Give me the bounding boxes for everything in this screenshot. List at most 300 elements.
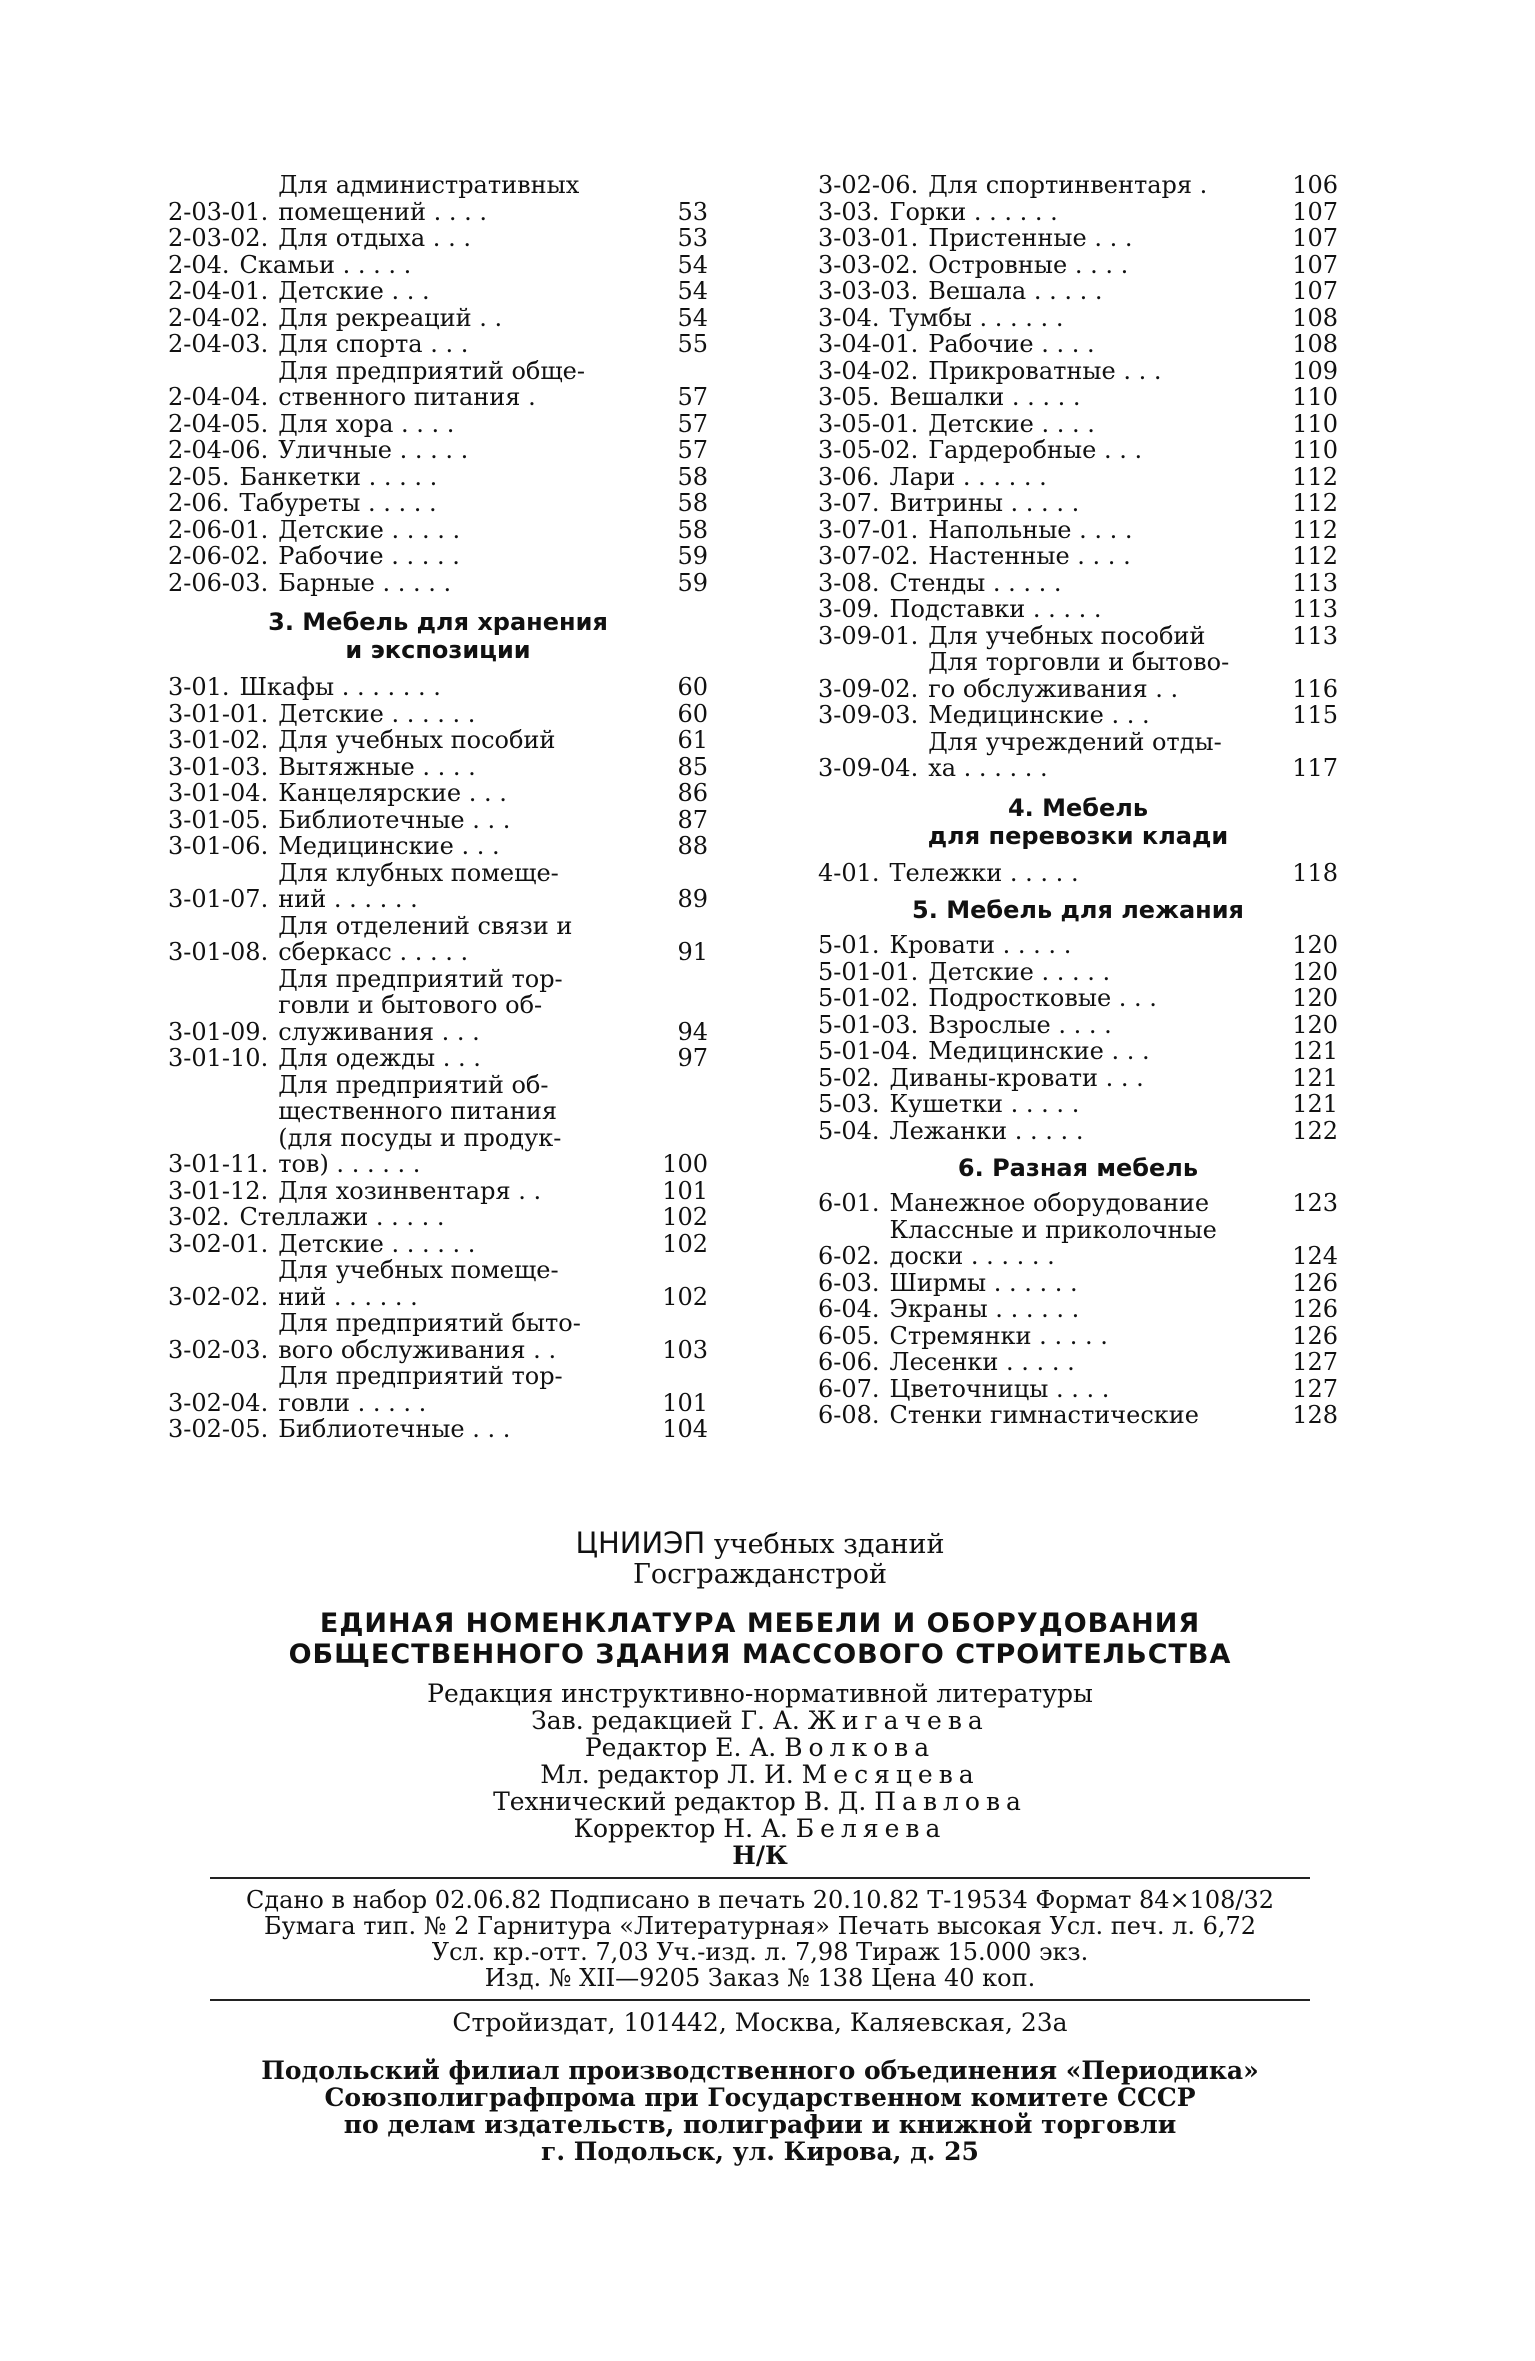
toc-entry-page: 120 <box>1292 931 1338 959</box>
toc-entry-code: 3-01-02. <box>168 726 269 754</box>
toc-entry-code: 3-01-10. <box>168 1044 269 1072</box>
toc-entry-page: 59 <box>677 542 708 570</box>
toc-entry-title: Для одежды . . . <box>278 1044 481 1072</box>
toc-entry-page: 113 <box>1292 568 1338 597</box>
toc-entry-code: 3-04-02. <box>818 356 919 385</box>
toc-entry-page: 102 <box>662 1229 708 1258</box>
toc-entry-title: Для административных помещений . . . . <box>278 171 580 226</box>
toc-entry <box>818 1091 1338 1118</box>
toc-entry <box>818 1349 1338 1376</box>
toc-entry <box>818 358 1338 385</box>
toc-entry-title: Рабочие . . . . <box>928 330 1095 358</box>
toc-entry-title: Для предприятий тор- говли . . . . . <box>278 1362 563 1417</box>
toc-entry-title: Цветочницы . . . . <box>889 1374 1110 1403</box>
org-abbr: ЦНИИЭП <box>575 1526 706 1560</box>
toc-entry-code: 3-04. <box>818 303 880 332</box>
spec-line: Бумага тип. № 2 Гарнитура «Литературная» Печать высокая Усл. печ. л. 6,72 <box>263 1912 1257 1940</box>
toc-entry-title: Детские . . . . . <box>278 515 461 544</box>
toc-entry-code: 5-01-01. <box>818 957 919 986</box>
toc-entry-page: 54 <box>677 277 708 305</box>
toc-entry-title: Для рекреаций . . <box>278 303 503 332</box>
toc-entry-page: 123 <box>1292 1189 1338 1217</box>
toc-entry-code: 3-05. <box>818 383 880 411</box>
toc-entry-title: Диваны-кровати . . . <box>889 1063 1144 1092</box>
toc-entry <box>168 966 708 1046</box>
toc-entry <box>818 1038 1338 1065</box>
toc-entry-code: 2-04-06. <box>168 436 269 464</box>
toc-entry-page: 117 <box>1292 754 1338 782</box>
toc-entry-page: 113 <box>1292 621 1338 650</box>
toc-right-column <box>818 172 1338 1429</box>
toc-entry-title: Стремянки . . . . . <box>889 1321 1108 1350</box>
toc-entry-page: 121 <box>1292 1037 1338 1065</box>
staff-line: Зав. редакцией Г. А. Жигачева <box>531 1706 989 1735</box>
toc-entry-title: Медицинские . . . <box>928 701 1150 729</box>
toc-entry-page: 108 <box>1292 303 1338 332</box>
toc-entry-code: 2-04-05. <box>168 409 269 438</box>
toc-entry <box>818 199 1338 226</box>
toc-entry-code: 3-02-06. <box>818 171 919 199</box>
toc-entry-title: Шкафы . . . . . . . <box>239 673 441 701</box>
toc-entry-title: Подставки . . . . . <box>889 595 1102 623</box>
toc-entry-title: Тумбы . . . . . . <box>889 303 1064 332</box>
toc-entry <box>818 543 1338 570</box>
toc-entry-page: 100 <box>662 1150 708 1178</box>
toc-entry-page: 103 <box>662 1335 708 1364</box>
toc-entry-title: Для отдыха . . . <box>278 224 471 252</box>
toc-entry-title: Для учебных помеще- ний . . . . . . <box>278 1256 559 1311</box>
toc-entry-code: 2-04-04. <box>168 383 269 411</box>
toc-entry-title: Библиотечные . . . <box>278 805 511 834</box>
toc-entry-code: 3-01-05. <box>168 805 269 834</box>
toc-entry-title: Детские . . . . . . <box>278 1229 476 1258</box>
toc-entry-title: Для клубных помеще- ний . . . . . . <box>278 858 559 913</box>
printer-line: г. Подольск, ул. Кирова, д. 25 <box>541 2137 979 2166</box>
toc-entry <box>818 1402 1338 1429</box>
toc-entry-title: Библиотечные . . . <box>278 1415 511 1443</box>
toc-entry-page: 128 <box>1292 1401 1338 1429</box>
toc-entry-page: 126 <box>1292 1321 1338 1350</box>
section-heading: 6. Разная мебель <box>957 1154 1199 1182</box>
toc-entry-page: 88 <box>677 832 708 860</box>
spec-line: Изд. № XII—9205 Заказ № 138 Цена 40 коп. <box>484 1964 1036 1992</box>
toc-entry <box>818 1323 1338 1350</box>
toc-entry-code: 3-07. <box>818 489 880 517</box>
toc-entry <box>168 1363 708 1416</box>
toc-entry <box>168 1178 708 1205</box>
section-heading: 4. Мебель для перевозки клади <box>927 793 1229 850</box>
toc-entry-title: Для торговли и бытово- го обслуживания . . <box>928 648 1230 703</box>
toc-entry-code: 6-08. <box>818 1401 880 1429</box>
book-title-line-2: ОБЩЕСТВЕННОГО ЗДАНИЯ МАССОВОГО СТРОИТЕЛЬСТВА <box>288 1639 1232 1670</box>
toc-entry-page: 121 <box>1292 1063 1338 1092</box>
toc-entry-page: 107 <box>1292 224 1338 252</box>
toc-entry-title: Скамьи . . . . . <box>239 250 412 279</box>
toc-entry-title: Экраны . . . . . . <box>889 1295 1080 1323</box>
toc-entry-title: Рабочие . . . . . <box>278 542 460 570</box>
toc-entry-code: 3-03-03. <box>818 277 919 305</box>
toc-entry-code: 3-01-07. <box>168 885 269 913</box>
toc-entry-code: 2-04. <box>168 250 230 279</box>
toc-entry-page: 110 <box>1292 409 1338 438</box>
toc-entry-page: 120 <box>1292 1010 1338 1039</box>
toc-entry-code: 6-03. <box>818 1268 880 1297</box>
toc-entry <box>168 570 708 597</box>
toc-entry-code: 5-03. <box>818 1090 880 1118</box>
toc-entry-code: 3-02-04. <box>168 1388 269 1417</box>
toc-entry-code: 5-01-03. <box>818 1010 919 1039</box>
staff-line: Мл. редактор Л. И. Месяцева <box>540 1760 980 1789</box>
toc-entry-title: Вытяжные . . . . <box>278 752 476 781</box>
toc-entry-title: Витрины . . . . . <box>889 489 1080 517</box>
toc-entry-title: Взрослые . . . . <box>928 1010 1112 1039</box>
toc-entry-code: 2-04-01. <box>168 277 269 305</box>
toc-entry <box>818 860 1338 887</box>
org-name <box>150 1528 1370 1560</box>
toc-entry-page: 124 <box>1292 1242 1338 1270</box>
toc-entry-title: Тележки . . . . . <box>889 858 1079 887</box>
toc-entry <box>818 225 1338 252</box>
toc-entry <box>168 358 708 411</box>
toc-entry <box>168 1231 708 1258</box>
toc-entry <box>168 1257 708 1310</box>
staff-line: Корректор Н. А. Беляева <box>573 1814 947 1843</box>
toc-entry <box>168 225 708 252</box>
toc-entry-title: Детские . . . . <box>928 409 1095 438</box>
toc-entry <box>168 807 708 834</box>
toc-entry-title: Островные . . . . <box>928 250 1129 279</box>
toc-entry-page: 104 <box>662 1415 708 1443</box>
toc-entry-title: Вешала . . . . . <box>928 277 1103 305</box>
toc-entry-page: 57 <box>677 383 708 411</box>
toc-entry-page: 57 <box>677 436 708 464</box>
toc-entry-title: Ширмы . . . . . . <box>889 1268 1078 1297</box>
toc-entry <box>168 172 708 225</box>
toc-entry-page: 58 <box>677 462 708 491</box>
toc-entry-page: 112 <box>1292 489 1338 517</box>
toc-entry-page: 127 <box>1292 1348 1338 1376</box>
toc-entry <box>168 543 708 570</box>
printer-info <box>150 2057 1370 2165</box>
toc-entry-page: 118 <box>1292 858 1338 887</box>
staff-line: Редактор Е. А. Волкова <box>584 1733 936 1762</box>
toc-entry-code: 5-01. <box>818 931 880 959</box>
toc-entry <box>168 754 708 781</box>
toc-entry-title: Для отделений связи и сберкасс . . . . . <box>278 911 573 966</box>
toc-entry <box>168 411 708 438</box>
toc-entry-page: 112 <box>1292 515 1338 544</box>
toc-entry <box>168 305 708 332</box>
toc-entry-page: 91 <box>677 938 708 966</box>
toc-entry-page: 85 <box>677 752 708 781</box>
staff-line: Редакция инструктивно-нормативной литературы <box>427 1679 1093 1708</box>
toc-entry-code: 3-08. <box>818 568 880 597</box>
book-title-line-1: ЕДИНАЯ НОМЕНКЛАТУРА МЕБЕЛИ И ОБОРУДОВАНИЯ <box>319 1608 1201 1639</box>
toc-entry-code: 2-03-01. <box>168 197 269 226</box>
toc-entry-code: 3-01-04. <box>168 779 269 807</box>
toc-entry-page: 58 <box>677 515 708 544</box>
toc-entry <box>818 1376 1338 1403</box>
toc-entry-page: 116 <box>1292 674 1338 703</box>
toc-entry-page: 107 <box>1292 250 1338 279</box>
toc-entry-code: 3-03-02. <box>818 250 919 279</box>
toc-entry-code: 3-03-01. <box>818 224 919 252</box>
toc-entry-page: 53 <box>677 224 708 252</box>
toc-entry-code: 3-04-01. <box>818 330 919 358</box>
spec-line: Сдано в набор 02.06.82 Подписано в печать 20.10.82 Т-19534 Формат 84×108/32 <box>245 1886 1275 1914</box>
toc-entry <box>818 464 1338 491</box>
toc-entry <box>168 833 708 860</box>
toc-entry-title: Для спортинвентаря . <box>928 171 1208 199</box>
toc-entry-page: 115 <box>1292 701 1338 729</box>
toc-entry <box>168 517 708 544</box>
toc-entry <box>818 490 1338 517</box>
toc-entry-page: 53 <box>677 197 708 226</box>
toc-entry-code: 3-01-06. <box>168 832 269 860</box>
toc-entry-title: Для предприятий тор- говли и бытового об- служивания . . . <box>278 964 563 1046</box>
toc-entry-title: Детские . . . <box>278 277 430 305</box>
toc-entry-code: 3-02-02. <box>168 1282 269 1311</box>
toc-entry-code: 3-01-03. <box>168 752 269 781</box>
toc-entry-title: Кушетки . . . . . <box>889 1090 1080 1118</box>
toc-entry-code: 3-09-01. <box>818 621 919 650</box>
toc-entry-title: Табуреты . . . . . <box>239 489 437 517</box>
toc-entry-title: Лесенки . . . . . <box>889 1348 1075 1376</box>
toc-entry-title: Уличные . . . . . <box>278 436 469 464</box>
printer-line: по делам издательств, полиграфии и книжной торговли <box>343 2110 1177 2139</box>
toc-entry <box>168 490 708 517</box>
toc-entry-page: 112 <box>1292 462 1338 491</box>
toc-entry-code: 3-09-03. <box>818 701 919 729</box>
toc-entry-code: 3-01-09. <box>168 1017 269 1046</box>
section-heading: 5. Мебель для лежания <box>912 896 1244 924</box>
toc-entry-code: 4-01. <box>818 858 880 887</box>
toc-entry-code: 5-01-04. <box>818 1037 919 1065</box>
printer-line: Подольский филиал производственного объединения «Периодика» <box>261 2056 1259 2085</box>
toc-entry-page: 109 <box>1292 356 1338 385</box>
toc-entry-title: Гардеробные . . . <box>928 436 1143 464</box>
toc-entry <box>168 674 708 701</box>
toc-entry-code: 2-06-02. <box>168 542 269 570</box>
toc-entry-title: Лежанки . . . . . <box>889 1116 1084 1145</box>
toc-entry <box>818 305 1338 332</box>
toc-entry-title: Прикроватные . . . <box>928 356 1162 385</box>
toc-entry <box>168 252 708 279</box>
toc-entry-title: Пристенные . . . <box>928 224 1133 252</box>
toc-entry-code: 2-06-01. <box>168 515 269 544</box>
toc-entry-code: 3-01-01. <box>168 699 269 728</box>
toc-entry <box>818 729 1338 782</box>
toc-entry-code: 3-02. <box>168 1203 230 1231</box>
toc-entry-page: 86 <box>677 779 708 807</box>
toc-entry-code: 2-03-02. <box>168 224 269 252</box>
toc-entry-code: 6-07. <box>818 1374 880 1403</box>
toc-entry-code: 5-01-02. <box>818 984 919 1012</box>
toc-entry-page: 102 <box>662 1282 708 1311</box>
toc-entry-page: 97 <box>677 1044 708 1072</box>
toc-entry-title: Напольные . . . . <box>928 515 1133 544</box>
toc-entry <box>168 780 708 807</box>
staff-line: Технический редактор В. Д. Павлова <box>493 1787 1027 1816</box>
toc-entry-page: 87 <box>677 805 708 834</box>
toc-entry-page: 55 <box>677 330 708 358</box>
toc-entry <box>818 517 1338 544</box>
toc-entry-code: 3-06. <box>818 462 880 491</box>
toc-entry-page: 120 <box>1292 957 1338 986</box>
toc-entry-page: 112 <box>1292 542 1338 570</box>
toc-entry-code: 3-02-03. <box>168 1335 269 1364</box>
toc-entry-title: Вешалки . . . . . <box>889 383 1081 411</box>
print-specs <box>150 1887 1370 1991</box>
toc-entry <box>168 331 708 358</box>
toc-entry-page: 101 <box>662 1176 708 1205</box>
toc-entry-code: 6-04. <box>818 1295 880 1323</box>
toc-entry <box>818 1217 1338 1270</box>
toc-entry-page: 60 <box>677 673 708 701</box>
toc-left-column <box>168 172 708 1443</box>
staff-list <box>150 1680 1370 1869</box>
toc-entry-page: 110 <box>1292 383 1338 411</box>
toc-entry-title: Для предприятий обще- ственного питания . <box>278 356 585 411</box>
toc-entry-title: Манежное оборудование <box>889 1189 1210 1217</box>
toc-entry-code: 3-02-01. <box>168 1229 269 1258</box>
printer-line: Союзполиграфпрома при Государственном комитете СССР <box>324 2083 1196 2112</box>
imprint <box>150 1528 1370 2165</box>
toc-entry-title: Стеллажи . . . . . <box>239 1203 445 1231</box>
toc-entry <box>818 411 1338 438</box>
toc-entry-page: 60 <box>677 699 708 728</box>
toc-entry-code: 3-09. <box>818 595 880 623</box>
toc-entry <box>168 1310 708 1363</box>
toc-entry-title: Для предприятий об- щественного питания (для посуды и продук- тов) . . . . . . <box>278 1070 562 1178</box>
toc-entry <box>168 727 708 754</box>
toc-entry <box>818 252 1338 279</box>
toc-entry-title: Для учреждений отды- ха . . . . . . <box>928 727 1222 782</box>
toc-entry-title: Стенки гимнастические <box>889 1401 1199 1429</box>
toc-entry-title: Банкетки . . . . . <box>239 462 438 491</box>
book-title <box>150 1608 1370 1670</box>
toc-entry <box>818 985 1338 1012</box>
toc-entry <box>818 1065 1338 1092</box>
toc-entry <box>818 437 1338 464</box>
spec-line: Усл. кр.-отт. 7,03 Уч.-изд. л. 7,98 Тираж 15.000 экз. <box>431 1938 1089 1966</box>
toc-entry-code: 3-01-11. <box>168 1150 269 1178</box>
toc-entry-code: 3-01. <box>168 673 230 701</box>
toc-entry <box>818 278 1338 305</box>
toc-entry <box>168 913 708 966</box>
toc-entry-title: Для предприятий быто- вого обслуживания . . <box>278 1309 581 1364</box>
toc-entry-code: 2-05. <box>168 462 230 491</box>
toc-entry-page: 89 <box>677 885 708 913</box>
toc-entry-title: Горки . . . . . . <box>889 197 1058 226</box>
toc-entry <box>818 932 1338 959</box>
toc-entry-page: 108 <box>1292 330 1338 358</box>
toc-entry-title: Для хора . . . . <box>278 409 455 438</box>
divider <box>210 1877 1310 1879</box>
toc-entry <box>818 1270 1338 1297</box>
nk-mark: Н/К <box>732 1841 788 1870</box>
toc-entry <box>168 1045 708 1072</box>
section-heading: 3. Мебель для хранения и экспозиции <box>268 608 608 664</box>
toc-entry-code: 6-01. <box>818 1189 880 1217</box>
toc-entry-title: Лари . . . . . . <box>889 462 1047 491</box>
toc-entry-page: 127 <box>1292 1374 1338 1403</box>
toc-entry-title: Подростковые . . . <box>928 984 1157 1012</box>
toc-entry-code: 3-03. <box>818 197 880 226</box>
divider <box>210 1999 1310 2001</box>
toc-entry <box>168 1416 708 1443</box>
toc-entry-page: 107 <box>1292 277 1338 305</box>
toc-entry-title: Для спорта . . . <box>278 330 469 358</box>
toc-entry <box>168 464 708 491</box>
toc-entry <box>818 1190 1338 1217</box>
toc-entry-page: 107 <box>1292 197 1338 226</box>
toc-entry-code: 5-02. <box>818 1063 880 1092</box>
toc-entry <box>818 384 1338 411</box>
toc-entry <box>818 596 1338 623</box>
toc-entry-page: 126 <box>1292 1295 1338 1323</box>
toc-entry-page: 54 <box>677 250 708 279</box>
toc-entry-code: 3-01-08. <box>168 938 269 966</box>
toc-entry-code: 3-05-02. <box>818 436 919 464</box>
toc-entry-title: Детские . . . . . <box>928 957 1111 986</box>
toc-entry-page: 113 <box>1292 595 1338 623</box>
toc-entry-code: 3-09-04. <box>818 754 919 782</box>
toc-entry-code: 2-06-03. <box>168 568 269 597</box>
toc-entry-code: 6-05. <box>818 1321 880 1350</box>
toc-entry-code: 6-06. <box>818 1348 880 1376</box>
toc-entry-page: 58 <box>677 489 708 517</box>
toc-entry-page: 94 <box>677 1017 708 1046</box>
toc-entry-code: 5-04. <box>818 1116 880 1145</box>
toc-entry-code: 2-04-03. <box>168 330 269 358</box>
toc-entry <box>168 860 708 913</box>
toc-entry <box>818 623 1338 650</box>
toc-entry-page: 101 <box>662 1388 708 1417</box>
toc-entry-title: Медицинские . . . <box>278 832 500 860</box>
toc-entry-page: 102 <box>662 1203 708 1231</box>
toc-entry-code: 2-04-02. <box>168 303 269 332</box>
toc-entry <box>818 959 1338 986</box>
toc-entry-code: 3-02-05. <box>168 1415 269 1443</box>
toc-entry <box>818 331 1338 358</box>
toc-entry-title: Классные и приколочные доски . . . . . . <box>889 1215 1217 1270</box>
toc-entry <box>168 701 708 728</box>
toc-entry-title: Барные . . . . . <box>278 568 452 597</box>
toc-entry <box>168 278 708 305</box>
toc-entry-title: Настенные . . . . <box>928 542 1131 570</box>
toc-entry <box>818 1296 1338 1323</box>
toc-entry-title: Для учебных пособий <box>278 726 556 754</box>
org-subtitle: учебных зданий <box>713 1529 945 1560</box>
toc-entry <box>818 172 1338 199</box>
toc-entry-page: 110 <box>1292 436 1338 464</box>
toc-entry-code: 3-09-02. <box>818 674 919 703</box>
toc-entry-code: 3-07-02. <box>818 542 919 570</box>
publisher-address: Стройиздат, 101442, Москва, Каляевская, 23а <box>452 2008 1068 2037</box>
toc-entry <box>168 1072 708 1178</box>
toc-entry-page: 57 <box>677 409 708 438</box>
toc-entry-title: Детские . . . . . . <box>278 699 476 728</box>
toc-entry-code: 3-07-01. <box>818 515 919 544</box>
toc-entry-page: 106 <box>1292 171 1338 199</box>
toc-entry-page: 61 <box>677 726 708 754</box>
toc-entry <box>818 1012 1338 1039</box>
toc-entry <box>818 702 1338 729</box>
toc-entry-page: 59 <box>677 568 708 597</box>
toc-entry-title: Кровати . . . . . <box>889 931 1072 959</box>
toc-entry-title: Медицинские . . . <box>928 1037 1150 1065</box>
